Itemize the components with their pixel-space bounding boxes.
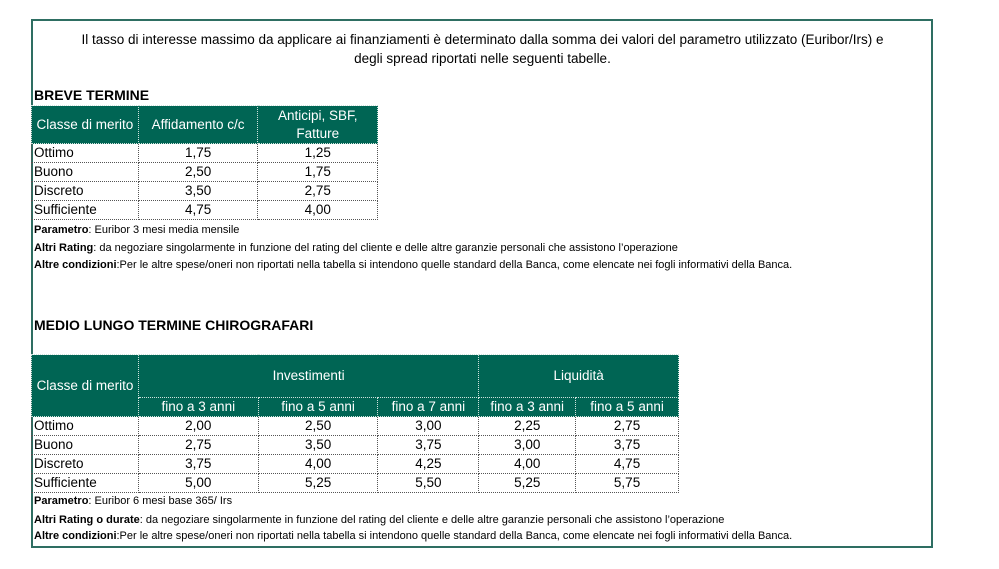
table-row bbox=[32, 163, 378, 182]
table-row bbox=[32, 182, 378, 201]
table-cell: 2,75 bbox=[576, 417, 679, 436]
row-label: Ottimo bbox=[32, 144, 139, 163]
table-cell: 1,75 bbox=[258, 163, 378, 182]
table-cell: 5,00 bbox=[138, 474, 258, 493]
note-label: Parametro bbox=[34, 495, 89, 507]
subheader-duration: fino a 7 anni bbox=[378, 398, 479, 417]
table-cell: 4,25 bbox=[378, 455, 479, 474]
table-cell: 2,00 bbox=[138, 417, 258, 436]
row-label: Sufficiente bbox=[32, 201, 139, 220]
breve-conditions-note bbox=[34, 259, 792, 271]
table-cell: 4,75 bbox=[138, 201, 258, 220]
table-cell: 2,50 bbox=[138, 163, 258, 182]
note-text: : da negoziare singolarmente in funzione del rating del cliente e delle altre garanzie personali che assistono l’operazione bbox=[139, 514, 725, 526]
table-cell: 2,50 bbox=[258, 417, 378, 436]
table-cell: 5,50 bbox=[378, 474, 479, 493]
subheader-duration: fino a 3 anni bbox=[138, 398, 258, 417]
table-cell: 1,75 bbox=[138, 144, 258, 163]
note-text: :Per le altre spese/oneri non riportati nella tabella si intendono quelle standard della Banca, come elencate nei fogli informativi della Banca. bbox=[116, 259, 793, 271]
header-classe-merito: Classe di merito bbox=[32, 355, 139, 417]
table-cell: 4,00 bbox=[258, 455, 378, 474]
medio-conditions-note bbox=[34, 530, 792, 542]
table-cell: 4,75 bbox=[576, 455, 679, 474]
note-label: Altre condizioni bbox=[34, 259, 117, 271]
row-label: Buono bbox=[32, 436, 139, 455]
medio-lungo-title: MEDIO LUNGO TERMINE CHIROGRAFARI bbox=[34, 317, 314, 333]
note-text: : Euribor 3 mesi media mensile bbox=[88, 224, 240, 236]
note-text: : Euribor 6 mesi base 365/ Irs bbox=[88, 495, 233, 507]
note-label: Parametro bbox=[34, 224, 89, 236]
table-row bbox=[32, 144, 378, 163]
note-label: Altri Rating o durate bbox=[34, 514, 140, 526]
table-cell: 2,75 bbox=[138, 436, 258, 455]
table-cell: 5,25 bbox=[479, 474, 576, 493]
table-cell: 3,50 bbox=[138, 182, 258, 201]
note-text: :Per le altre spese/oneri non riportati nella tabella si intendono quelle standard della Banca, come elencate nei fogli informativi della Banca. bbox=[116, 530, 793, 542]
table-row bbox=[32, 455, 679, 474]
row-label: Sufficiente bbox=[32, 474, 139, 493]
table-cell: 4,00 bbox=[258, 201, 378, 220]
table-cell: 3,75 bbox=[576, 436, 679, 455]
note-label: Altre condizioni bbox=[34, 530, 117, 542]
table-cell: 3,50 bbox=[258, 436, 378, 455]
row-label: Discreto bbox=[32, 182, 139, 201]
intro-line-2: degli spread riportati nelle seguenti tabelle. bbox=[354, 51, 611, 66]
subheader-duration: fino a 5 anni bbox=[258, 398, 378, 417]
table-cell: 3,75 bbox=[378, 436, 479, 455]
intro-paragraph bbox=[40, 30, 925, 68]
row-label: Ottimo bbox=[32, 417, 139, 436]
header-classe-merito: Classe di merito bbox=[32, 106, 139, 144]
subheader-duration: fino a 3 anni bbox=[479, 398, 576, 417]
breve-param-note bbox=[34, 224, 239, 236]
intro-line-1: Il tasso di interesse massimo da applicare ai finanziamenti è determinato dalla somma dei valori del parametro utilizzato (Euribor/Irs) e bbox=[81, 32, 884, 47]
row-label: Buono bbox=[32, 163, 139, 182]
table-cell: 2,25 bbox=[479, 417, 576, 436]
row-label: Discreto bbox=[32, 455, 139, 474]
medio-rating-note bbox=[34, 514, 724, 526]
subheader-duration: fino a 5 anni bbox=[576, 398, 679, 417]
table-cell: 5,75 bbox=[576, 474, 679, 493]
table-row bbox=[32, 417, 679, 436]
table-cell: 4,00 bbox=[479, 455, 576, 474]
note-label: Altri Rating bbox=[34, 242, 94, 254]
header-liquidita: Liquidità bbox=[479, 355, 679, 398]
table-row bbox=[32, 474, 679, 493]
medio-lungo-table bbox=[31, 354, 679, 493]
table-row bbox=[32, 201, 378, 220]
table-cell: 3,00 bbox=[479, 436, 576, 455]
header-affidamento: Affidamento c/c bbox=[138, 106, 258, 144]
table-cell: 2,75 bbox=[258, 182, 378, 201]
note-text: : da negoziare singolarmente in funzione del rating del cliente e delle altre garanzie personali che assistono l’operazione bbox=[93, 242, 678, 254]
table-cell: 3,75 bbox=[138, 455, 258, 474]
breve-termine-table bbox=[31, 105, 378, 220]
medio-param-note bbox=[34, 495, 232, 507]
table-row bbox=[32, 436, 679, 455]
table-cell: 3,00 bbox=[378, 417, 479, 436]
breve-rating-note bbox=[34, 242, 678, 254]
header-anticipi: Anticipi, SBF, Fatture bbox=[258, 106, 378, 144]
table-cell: 5,25 bbox=[258, 474, 378, 493]
header-investimenti: Investimenti bbox=[138, 355, 478, 398]
breve-termine-title: BREVE TERMINE bbox=[34, 87, 150, 103]
table-cell: 1,25 bbox=[258, 144, 378, 163]
